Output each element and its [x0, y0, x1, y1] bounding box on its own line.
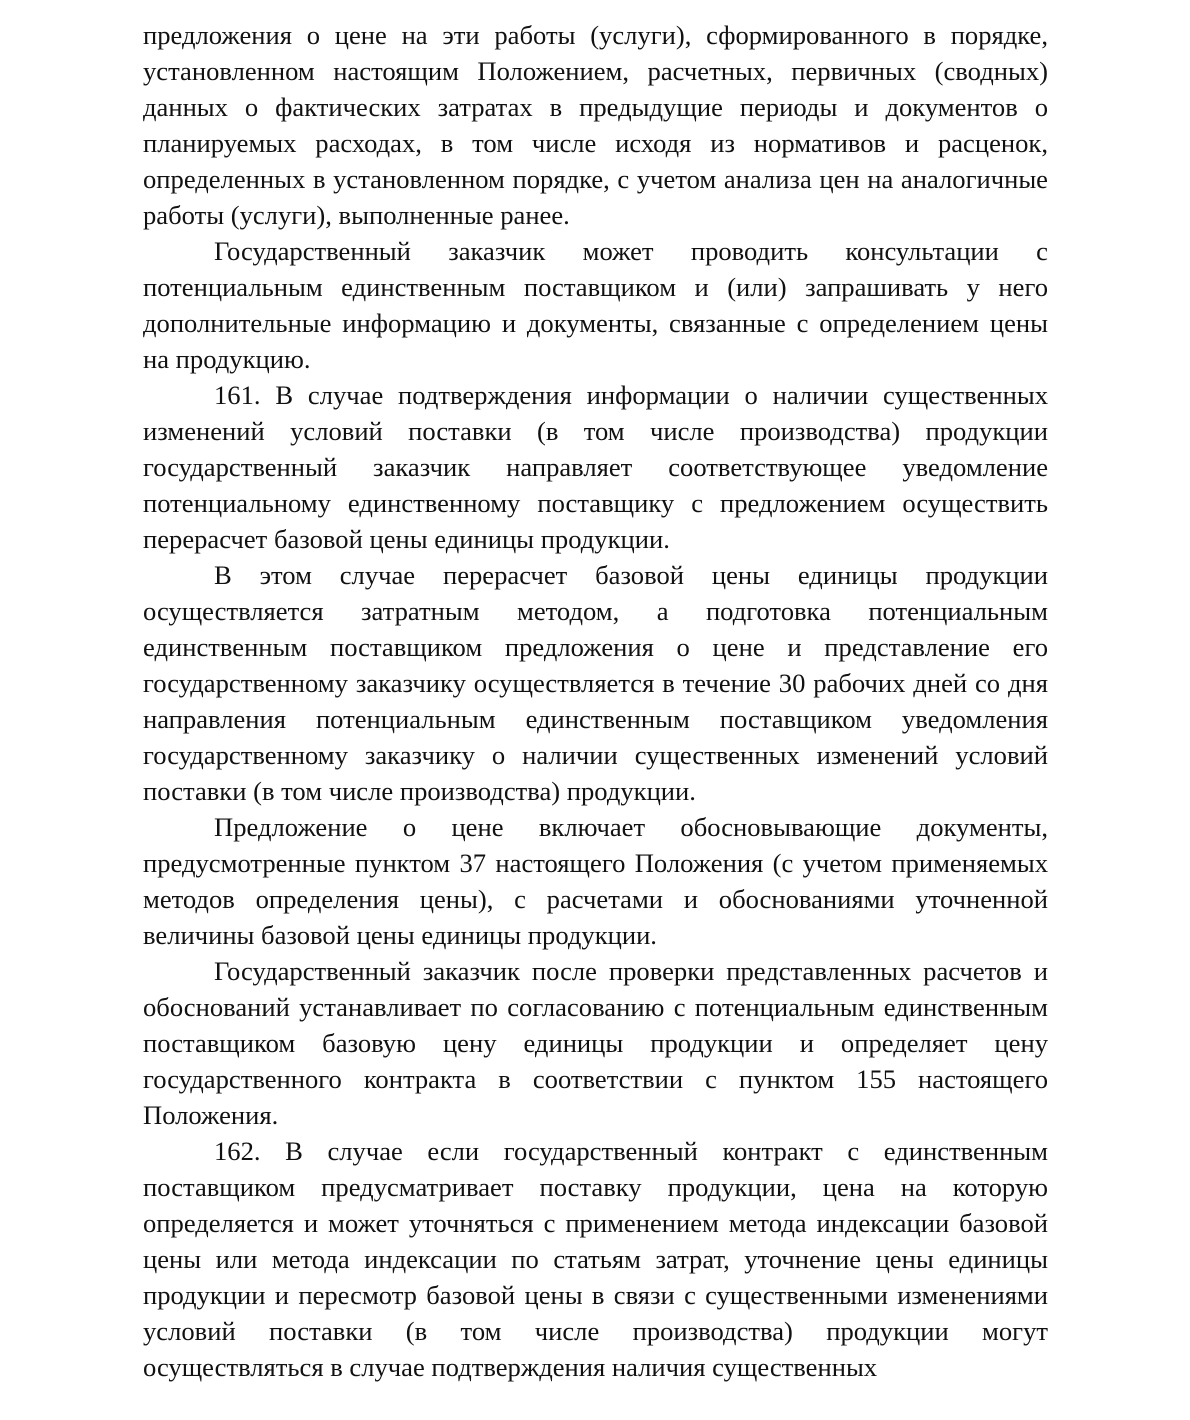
- paragraph-base-price: Государственный заказчик после проверки представленных расчетов и обоснований устанавливает по согласованию с потенциальным единственным поставщиком базовую цену единицы продукции и определяет цену государственного контракта в соответствии с пунктом 155 настоящего Положения.: [143, 956, 1048, 1130]
- paragraph-recalculation: В этом случае перерасчет базовой цены единицы продукции осуществляется затратным методом, а подготовка потенциальным единственным поставщиком предложения о цене и представление его государственному заказчику осуществляется в течение 30 рабочих дней со дня направления потенциальным единственным поставщиком уведомления государственному заказчику о наличии существенных изменений условий поставки (в том числе производства) продукции.: [143, 560, 1048, 806]
- paragraph-continuation: предложения о цене на эти работы (услуги), сформированного в порядке, установленном настоящим Положением, расчетных, первичных (сводных) данных о фактических затратах в предыдущие периоды и документов о планируемых расходах, в том числе исходя из нормативов и расценок, определенных в установленном порядке, с учетом анализа цен на аналогичные работы (услуги), выполненные ранее.: [143, 20, 1048, 230]
- paragraph-161: 161. В случае подтверждения информации о наличии существенных изменений условий поставки (в том числе производства) продукции государственный заказчик направляет соответствующее уведомление потенциальному единственному поставщику с предложением осуществить перерасчет базовой цены единицы продукции.: [143, 380, 1048, 554]
- paragraph-consultations: Государственный заказчик может проводить консультации с потенциальным единственным поставщиком и (или) запрашивать у него дополнительные информацию и документы, связанные с определением цены на продукцию.: [143, 236, 1048, 374]
- paragraph-162: 162. В случае если государственный контракт с единственным поставщиком предусматривает поставку продукции, цена на которую определяется и может уточняться с применением метода индексации базовой цены или метода индексации по статьям затрат, уточнение цены единицы продукции и пересмотр базовой цены в связи с существенными изменениями условий поставки (в том числе производства) продукции могут осуществляться в случае подтверждения наличия существенных: [143, 1136, 1048, 1382]
- paragraph-price-proposal: Предложение о цене включает обосновывающие документы, предусмотренные пунктом 37 настоящего Положения (с учетом применяемых методов определения цены), с расчетами и обоснованиями уточненной величины базовой цены единицы продукции.: [143, 812, 1048, 950]
